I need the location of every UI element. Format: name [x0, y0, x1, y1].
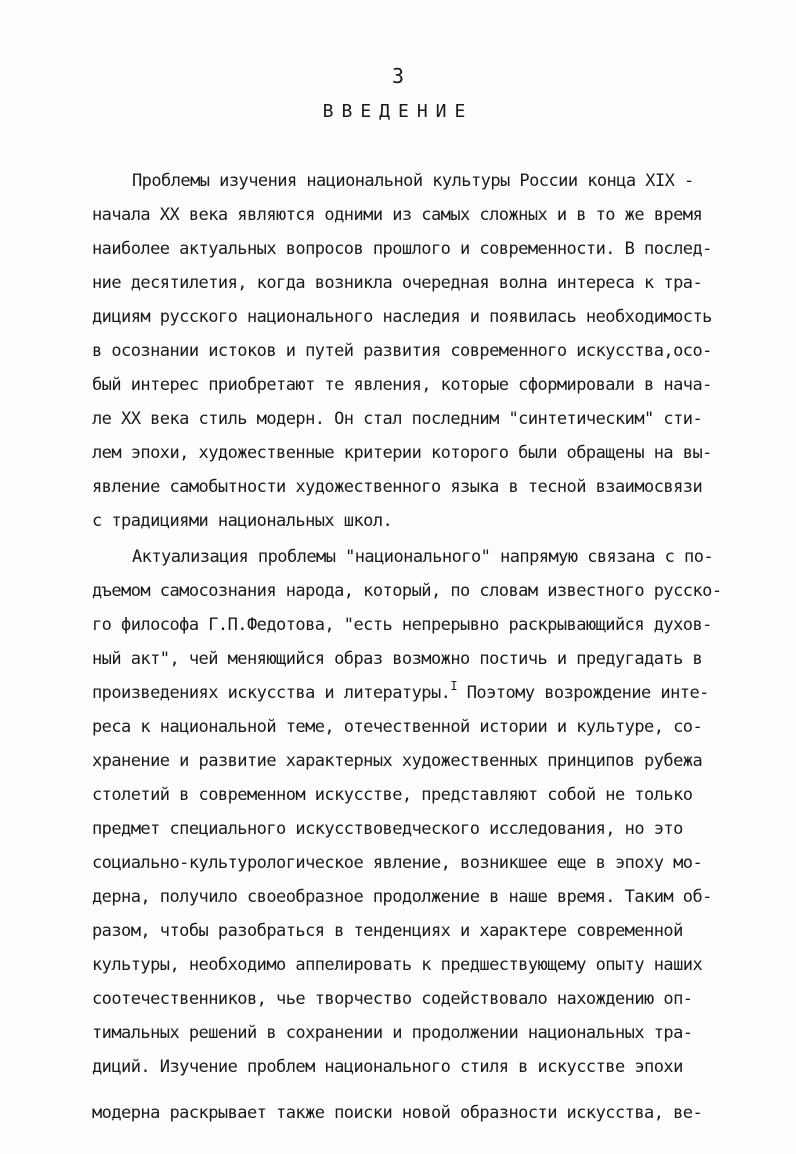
text-line: лем эпохи, художественные критерии которого были обращены на вы-: [92, 443, 712, 463]
text-line: соотечественников, чье творчество содействовало нахождению оп-: [92, 989, 693, 1009]
footnote-marker: I: [450, 679, 458, 693]
text-line: тимальных решений в сохранении и продолжении национальных тра-: [92, 1023, 693, 1043]
text-line: хранение и развитие характерных художественных принципов рубежа: [92, 751, 703, 771]
text-line: модерна раскрывает также поиски новой образности искусства, ве-: [92, 1103, 703, 1123]
text-line: с традициями национальных школ.: [92, 511, 393, 531]
text-line: диций. Изучение проблем национального стиля в искусстве эпохи: [92, 1057, 683, 1077]
paragraph-3: [92, 1096, 772, 1130]
text-line: дъемом самосознания народа, который, по словам известного русско-: [92, 581, 722, 601]
text-line: ный акт", чей меняющийся образ возможно постичь и предугадать в: [92, 649, 703, 669]
text-line: наиболее актуальных вопросов прошлого и современности. В послед-: [92, 239, 712, 259]
text-fragment: произведениях искусства и литературы.: [92, 683, 451, 703]
page-number: 3: [391, 64, 405, 88]
text-line: в осознании истоков и путей развития современного искусства,осо-: [92, 341, 712, 361]
text-line: дерна, получило своеобразное продолжение в наше время. Таким об-: [92, 887, 712, 907]
paragraph-2: [92, 540, 772, 1084]
text-line: культуры, необходимо аппелировать к предшествующему опыту наших: [92, 955, 703, 975]
text-line: предмет специального искусствоведческого исследования, но это: [92, 819, 683, 839]
text-line: Проблемы изучения национальной культуры России конца XIX -: [132, 171, 694, 191]
text-line: явление самобытности художественного языка в тесной взаимосвязи: [92, 477, 703, 497]
text-line: социально-культурологическое явление, возникшее еще в эпоху мо-: [92, 853, 703, 873]
text-line: дициям русского национального наследия и появилась необходимость: [92, 307, 712, 327]
text-line: реса к национальной теме, отечественной истории и культуре, со-: [92, 717, 703, 737]
text-fragment: Поэтому возрождение инте-: [457, 683, 709, 703]
text-line: бый интерес приобретают те явления, которые сформировали в нача-: [92, 375, 712, 395]
page-heading: ВВЕДЕНИЕ: [322, 101, 474, 122]
text-line-with-footnote: [92, 676, 772, 710]
text-line: столетий в современном искусстве, представляют собой не только: [92, 785, 693, 805]
text-line: ние десятилетия, когда возникла очередная волна интереса к тра-: [92, 273, 703, 293]
text-line: Актуализация проблемы "национального" напрямую связана с по-: [132, 547, 714, 567]
text-line: го философа Г.П.Федотова, "есть непрерывно раскрывающийся духов-: [92, 615, 712, 635]
text-line: разом, чтобы разобраться в тенденциях и характере современной: [92, 921, 683, 941]
text-line: ле XX века стиль модерн. Он стал последним "синтетическим" сти-: [92, 409, 703, 429]
text-line: начала XX века являются одними из самых сложных и в то же время: [92, 205, 703, 225]
paragraph-1: [92, 164, 772, 538]
